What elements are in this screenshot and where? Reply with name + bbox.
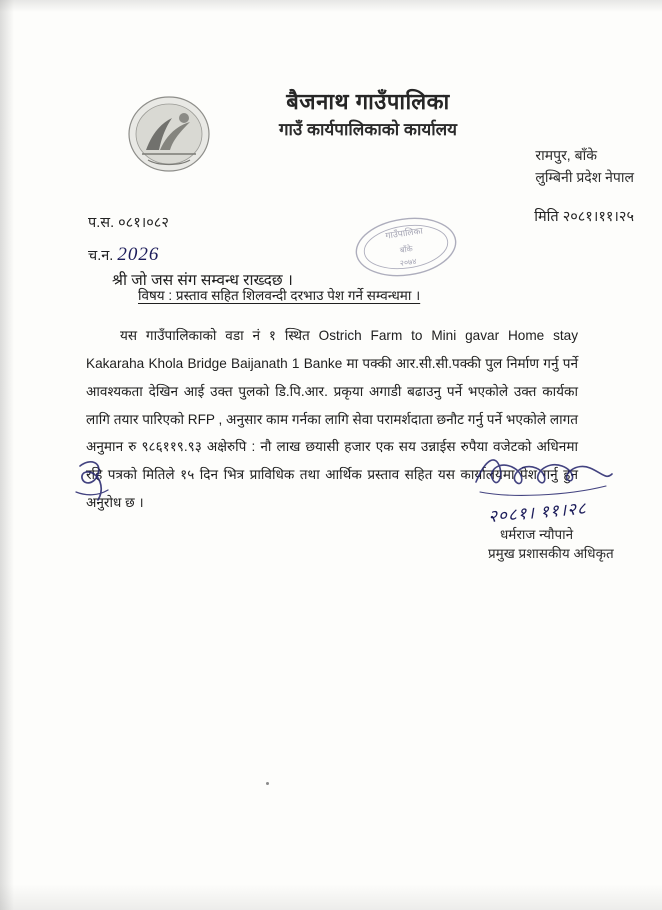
chalani-label: च.न. xyxy=(88,247,114,264)
address-line-2: लुम्बिनी प्रदेश नेपाल xyxy=(535,169,634,186)
officer-name: धर्मराज न्यौपाने xyxy=(500,527,574,542)
patra-sankhya-value: ०८१।०८२ xyxy=(118,215,169,231)
nepal-government-emblem-icon xyxy=(126,94,212,174)
organization-block xyxy=(218,88,518,141)
date-label: मिति xyxy=(534,209,559,225)
signature-date: २०८१। ११।२८ xyxy=(487,498,588,527)
address-line-1: रामपुर, बाँके xyxy=(535,147,597,163)
organization-office: गाउँ कार्यपालिकाको कार्यालय xyxy=(278,119,458,139)
official-round-stamp-icon xyxy=(348,209,464,285)
officer-title: प्रमुख प्रशासकीय अधिकृत xyxy=(488,546,614,561)
organization-name: बैजनाथ गाउँपालिका xyxy=(286,89,450,114)
svg-text:बाँके: बाँके xyxy=(399,244,414,255)
scan-edge-bottom xyxy=(0,884,662,910)
chalani-value: 2026 xyxy=(117,243,160,265)
date-value: २०८१।११।२५ xyxy=(562,209,634,225)
scan-edge-top xyxy=(0,0,662,12)
handwritten-signature-icon-left xyxy=(68,452,138,512)
svg-text:२०७४: २०७४ xyxy=(399,256,418,268)
patra-sankhya-row xyxy=(88,210,169,237)
letter-date xyxy=(534,206,634,226)
salutation: श्री जो जस संग सम्वन्ध राख्दछ । xyxy=(112,272,293,289)
patra-sankhya-label: प.स. xyxy=(88,215,115,231)
subject-line: विषय : प्रस्ताव सहित शिलवन्दी दरभाउ पेश गर्ने सम्वन्धमा । xyxy=(138,288,421,303)
body-paragraph: यस गाउँपालिकाको वडा नं १ स्थित Ostrich Farm to Mini gavar Home stay Kakaraha Khola Bridge Baijanath 1 Banke मा पक्की आर.सी.सी.पक्की पुल निर्माण गर्नु पर्ने आवश्यकता देखिन आई उक्त पुलको डि.पि.आर. प्रकृया अगाडी बढाउनु पर्ने भएकोले उक्त कार्यका लागि तयार पारिएको RFP , अनुसार काम गर्नका लागि सेवा परामर्शदाता छनौट गर्नु पर्ने भएकोले लागत अनुमान रु ९८६११९.९३ अक्षेरुपि : नौ लाख छयासी हजार एक सय उन्नाईस रुपैया वजेटको अधिनमा रहि पत्रको मितिले १५ दिन भित्र प्राविधिक तथा आर्थिक प्रस्ताव सहित यस कार्यालयमा पेश गर्नु हुन अनुरोध छ । xyxy=(86,328,578,511)
office-address xyxy=(535,144,634,189)
chalani-row xyxy=(88,237,169,272)
scan-speck xyxy=(266,782,269,785)
reference-block xyxy=(88,210,169,272)
handwritten-signature-icon-right xyxy=(470,448,620,502)
svg-text:गाउँपालिका: गाउँपालिका xyxy=(384,225,424,241)
